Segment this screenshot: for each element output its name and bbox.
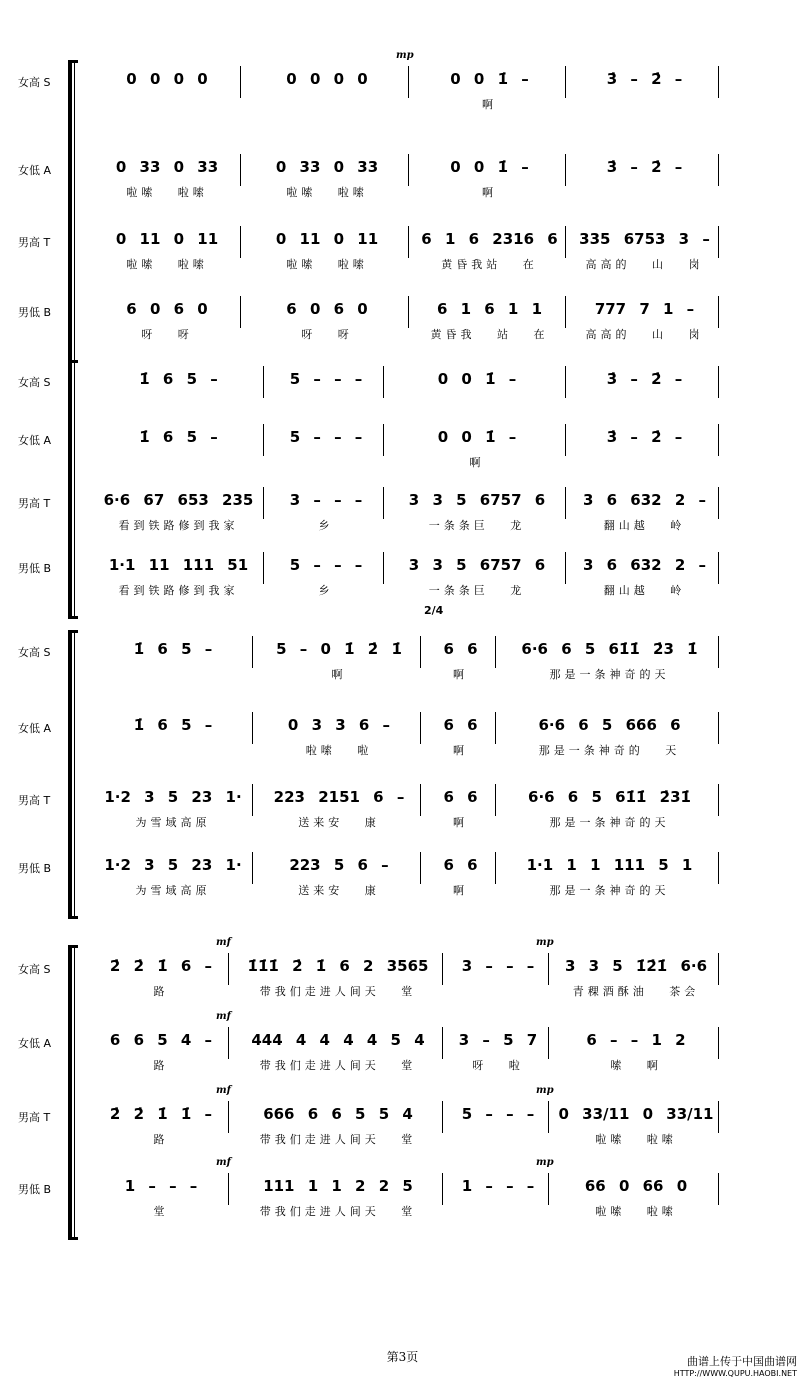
measure-notes: 0 33 0 33 (115, 158, 219, 176)
measure-notes: 0 11 0 11 (275, 230, 379, 248)
part-label: 女低 A (18, 434, 52, 447)
bar-line (240, 226, 241, 258)
measure-notes: 6·6 6 5 61̇1̇ 2̇31̇ (528, 788, 691, 806)
measure-lyrics: 啊 (482, 98, 497, 111)
measure-notes: 3̇ – 2̇ – (606, 428, 683, 446)
measure-notes: 5 – – – (289, 428, 363, 446)
measure-notes: 0 33/11 0 33/11 (558, 1105, 714, 1123)
score-system (0, 925, 805, 1249)
part-label: 女低 A (18, 1037, 52, 1050)
measure-lyrics: 那是一条神奇的天 (549, 816, 670, 829)
measure-notes: 3 – – – (289, 491, 363, 509)
measure-notes: 3 3 5 1̇2̇1̇ 6·6 (564, 957, 708, 975)
bar-line (408, 296, 409, 328)
measure-notes: 6 6 (443, 788, 478, 806)
dynamic-marking: mf (216, 937, 231, 948)
measure-notes: 6 6 5 4 – (109, 1031, 213, 1049)
measure-notes: 6·6 6 5 666 6 (538, 716, 681, 734)
bar-line (565, 154, 566, 186)
measure-notes: 0 0 1̇ – (450, 70, 529, 88)
measure-notes: 1 – – – (124, 1177, 198, 1195)
bracket-hook (68, 1237, 78, 1240)
bar-line (252, 712, 253, 744)
part-label: 女低 A (18, 722, 52, 735)
bar-line (420, 636, 421, 668)
measure-notes: 0 0 0 0 (286, 70, 368, 88)
measure-lyrics: 那是一条神奇的天 (549, 884, 670, 897)
system-bracket-line (74, 362, 75, 618)
part-label: 男低 B (18, 862, 52, 875)
measure-notes: 6 6 (443, 716, 478, 734)
measure-lyrics: 翻山越 岭 (603, 584, 686, 597)
bar-line (565, 487, 566, 519)
measure-notes: 0 3 3 6 – (287, 716, 391, 734)
measure-lyrics: 一条条巨 龙 (428, 584, 526, 597)
measure-lyrics: 啦嗦 啦嗦 (595, 1133, 677, 1146)
bar-line (263, 487, 264, 519)
measure-lyrics: 啦嗦 啦嗦 (126, 186, 208, 199)
measure-lyrics: 青稞酒酥油 茶会 (572, 985, 700, 998)
measure-notes: 6 1 6 1 1 (436, 300, 543, 318)
bar-line (565, 296, 566, 328)
measure-lyrics: 高高的 山 岗 (585, 328, 704, 341)
bar-line (383, 487, 384, 519)
measure-lyrics: 那是一条神奇的天 (549, 668, 670, 681)
measure-notes: 0 0 0 0 (126, 70, 208, 88)
measure-lyrics: 啦嗦 啦嗦 (286, 258, 368, 271)
measure-lyrics: 呀 啦 (472, 1059, 524, 1072)
measure-notes: 1̇ 6 5 – (133, 640, 213, 658)
bracket-hook (68, 60, 78, 63)
measure-lyrics: 送来安 康 (298, 884, 380, 897)
bracket-hook (68, 630, 78, 633)
bar-line (420, 784, 421, 816)
bar-line (718, 1027, 719, 1059)
measure-lyrics: 黄昏我 站 在 (430, 328, 549, 341)
measure-notes: 5 – – – (289, 556, 363, 574)
bar-line (565, 366, 566, 398)
time-signature: 2/4 (424, 604, 444, 617)
measure-notes: 444 4 4 4 4 5 4 (251, 1031, 425, 1049)
measure-notes: 1·1 1 1 111 5 1 (526, 856, 693, 874)
measure-notes: 111 1 1 2 2 5 (263, 1177, 413, 1195)
bar-line (228, 1173, 229, 1205)
bar-line (240, 66, 241, 98)
measure-lyrics: 啊 (453, 816, 468, 829)
score-system (0, 604, 805, 928)
bar-line (442, 1027, 443, 1059)
measure-lyrics: 路 (153, 1133, 169, 1146)
bar-line (565, 552, 566, 584)
system-bracket-line (74, 632, 75, 918)
system-bracket (68, 62, 72, 362)
measure-notes: 5 – – – (289, 370, 363, 388)
part-label: 男高 T (18, 1111, 51, 1124)
measure-lyrics: 堂 (153, 1205, 169, 1218)
measure-notes: 6 1 6 2316 6 (421, 230, 558, 248)
measure-notes: 66 0 66 0 (584, 1177, 688, 1195)
bar-line (718, 1101, 719, 1133)
credit-url: HTTP://WWW.QUPU.HAOBI.NET (673, 1369, 797, 1378)
bar-line (565, 226, 566, 258)
measure-notes: 777 7 1 – (594, 300, 695, 318)
measure-notes: 3 6 632 2 – (582, 491, 706, 509)
bar-line (548, 953, 549, 985)
measure-notes: 3 6 632 2 – (582, 556, 706, 574)
dynamic-marking: mf (216, 1085, 231, 1096)
measure-lyrics: 黄昏我站 在 (441, 258, 538, 271)
score-system (0, 340, 805, 628)
bar-line (718, 424, 719, 456)
measure-lyrics: 翻山越 岭 (603, 519, 686, 532)
part-label: 女高 S (18, 963, 51, 976)
page-number: 第3页 (386, 1350, 419, 1364)
bracket-hook (68, 916, 78, 919)
part-label: 男高 T (18, 497, 51, 510)
measure-notes: 1̇1̇1̇ 2̇ 1̇ 6 2 3565 (247, 957, 429, 975)
dynamic-marking: mf (216, 1011, 231, 1022)
bracket-hook (68, 945, 78, 948)
bar-line (228, 1101, 229, 1133)
measure-notes: 1·1 11 111 51 (108, 556, 249, 574)
bar-line (383, 424, 384, 456)
measure-notes: 0 0 1̇ – (450, 158, 529, 176)
bar-line (263, 552, 264, 584)
dynamic-marking: mp (396, 50, 414, 61)
bar-line (263, 366, 264, 398)
bar-line (718, 784, 719, 816)
system-bracket-line (74, 947, 75, 1239)
bar-line (718, 226, 719, 258)
bar-line (718, 852, 719, 884)
bar-line (718, 366, 719, 398)
dynamic-marking: mp (536, 1085, 554, 1096)
measure-lyrics: 乡 (318, 584, 334, 597)
measure-notes: 6 6 (443, 856, 478, 874)
measure-lyrics: 带我们走进人间天 堂 (259, 985, 417, 998)
measure-notes: 0 0 1̇ – (437, 428, 517, 446)
measure-lyrics: 啦嗦 啦 (305, 744, 373, 757)
bar-line (252, 852, 253, 884)
bar-line (263, 424, 264, 456)
part-label: 男低 B (18, 306, 52, 319)
measure-notes: 6 6 (443, 640, 478, 658)
credit-text: 曲谱上传于中国曲谱网 (687, 1355, 797, 1368)
bar-line (420, 852, 421, 884)
part-label: 女高 S (18, 76, 51, 89)
bar-line (240, 296, 241, 328)
measure-notes: 5 – – – (461, 1105, 535, 1123)
measure-lyrics: 带我们走进人间天 堂 (259, 1133, 417, 1146)
bar-line (408, 66, 409, 98)
bar-line (565, 424, 566, 456)
measure-notes: 2̇ 2̇ 1̇ 6 – (109, 957, 213, 975)
measure-lyrics: 嗦 啊 (610, 1059, 662, 1072)
measure-lyrics: 路 (153, 985, 169, 998)
score-system (0, 40, 805, 372)
system-bracket (68, 362, 72, 618)
measure-notes: 1 – – – (461, 1177, 535, 1195)
part-label: 男高 T (18, 794, 51, 807)
measure-notes: 3̇ – 2̇ – (606, 70, 683, 88)
bar-line (240, 154, 241, 186)
bar-line (718, 66, 719, 98)
measure-notes: 6 – – 1 2 (586, 1031, 686, 1049)
bar-line (228, 1027, 229, 1059)
part-label: 女高 S (18, 376, 51, 389)
bar-line (495, 784, 496, 816)
measure-notes: 0 33 0 33 (275, 158, 379, 176)
bar-line (252, 636, 253, 668)
part-label: 女低 A (18, 164, 52, 177)
measure-notes: 3 3 5 6757 6 (408, 556, 546, 574)
measure-lyrics: 啦嗦 啦嗦 (126, 258, 208, 271)
measure-lyrics: 送来安 康 (298, 816, 380, 829)
measure-notes: 6·6 67 653 235 (103, 491, 254, 509)
measure-notes: 3 – 5 7 (458, 1031, 538, 1049)
bar-line (383, 552, 384, 584)
measure-notes: 3 – – – (461, 957, 535, 975)
bar-line (252, 784, 253, 816)
measure-notes: 2̇ 2̇ 1̇ 1̇ – (109, 1105, 213, 1123)
credit-watermark (674, 1353, 797, 1378)
measure-notes: 1·2 3 5 23 1· (104, 856, 242, 874)
measure-notes: 1·2 3 5 23 1· (104, 788, 242, 806)
bar-line (408, 226, 409, 258)
bar-line (495, 712, 496, 744)
measure-lyrics: 为雪域高原 (135, 884, 211, 897)
measure-lyrics: 啊 (453, 668, 468, 681)
measure-lyrics: 看到铁路修到我家 (118, 519, 239, 532)
measure-lyrics: 啊 (331, 668, 347, 681)
measure-lyrics: 呀 呀 (301, 328, 353, 341)
dynamic-marking: mp (536, 937, 554, 948)
measure-lyrics: 为雪域高原 (135, 816, 211, 829)
measure-notes: 6 0 6 0 (286, 300, 368, 318)
measure-notes: 6·6 6 5 61̇1̇ 2̇3 1̇ (521, 640, 698, 658)
measure-notes: 3̇ – 2̇ – (606, 370, 683, 388)
measure-notes: 1̇ 6 5 – (139, 428, 218, 446)
bar-line (495, 636, 496, 668)
bar-line (718, 636, 719, 668)
measure-notes: 666 6 6 5 5 4 (263, 1105, 413, 1123)
bar-line (228, 953, 229, 985)
bar-line (548, 1173, 549, 1205)
measure-lyrics: 带我们走进人间天 堂 (259, 1059, 417, 1072)
measure-notes: 5 – 0 1̇ 2̇ 1̇ (276, 640, 402, 658)
measure-notes: 3 3 5 6757 6 (408, 491, 546, 509)
measure-notes: 0 0 1̇ – (437, 370, 517, 388)
bar-line (548, 1101, 549, 1133)
bar-line (718, 712, 719, 744)
measure-lyrics: 乡 (318, 519, 334, 532)
system-bracket (68, 947, 72, 1239)
bar-line (565, 66, 566, 98)
measure-notes: 0 11 0 11 (115, 230, 219, 248)
measure-lyrics: 啊 (453, 884, 468, 897)
measure-notes: 1̇ 6 5 – (133, 716, 213, 734)
measure-lyrics: 啊 (469, 456, 485, 469)
measure-lyrics: 一条条巨 龙 (428, 519, 526, 532)
part-label: 男低 B (18, 1183, 52, 1196)
measure-lyrics: 看到铁路修到我家 (118, 584, 239, 597)
measure-notes: 223 5 6 – (289, 856, 389, 874)
measure-lyrics: 啦嗦 啦嗦 (286, 186, 368, 199)
bar-line (442, 953, 443, 985)
bar-line (718, 154, 719, 186)
measure-notes: 1̇ 6 5 – (139, 370, 218, 388)
bar-line (383, 366, 384, 398)
bracket-hook (68, 360, 78, 363)
measure-lyrics: 带我们走进人间天 堂 (259, 1205, 417, 1218)
dynamic-marking: mf (216, 1157, 231, 1168)
measure-lyrics: 啊 (453, 744, 468, 757)
measure-lyrics: 啦嗦 啦嗦 (595, 1205, 677, 1218)
part-label: 男高 T (18, 236, 51, 249)
dynamic-marking: mp (536, 1157, 554, 1168)
part-label: 男低 B (18, 562, 52, 575)
bar-line (548, 1027, 549, 1059)
part-label: 女高 S (18, 646, 51, 659)
measure-notes: 3̇ – 2̇ – (606, 158, 683, 176)
system-bracket-line (74, 62, 75, 362)
bar-line (718, 487, 719, 519)
measure-lyrics: 高高的 山 岗 (585, 258, 704, 271)
bar-line (718, 953, 719, 985)
bar-line (442, 1101, 443, 1133)
bar-line (442, 1173, 443, 1205)
bar-line (718, 552, 719, 584)
bar-line (408, 154, 409, 186)
measure-lyrics: 呀 呀 (141, 328, 193, 341)
bar-line (495, 852, 496, 884)
measure-lyrics: 那是一条神奇的 天 (538, 744, 681, 757)
bar-line (420, 712, 421, 744)
measure-lyrics: 路 (153, 1059, 169, 1072)
measure-lyrics: 啊 (482, 186, 497, 199)
system-bracket (68, 632, 72, 918)
measure-notes: 223 2151 6 – (273, 788, 405, 806)
bar-line (718, 296, 719, 328)
bar-line (718, 1173, 719, 1205)
measure-notes: 6 0 6 0 (126, 300, 208, 318)
measure-notes: 335 6753 3 – (579, 230, 710, 248)
